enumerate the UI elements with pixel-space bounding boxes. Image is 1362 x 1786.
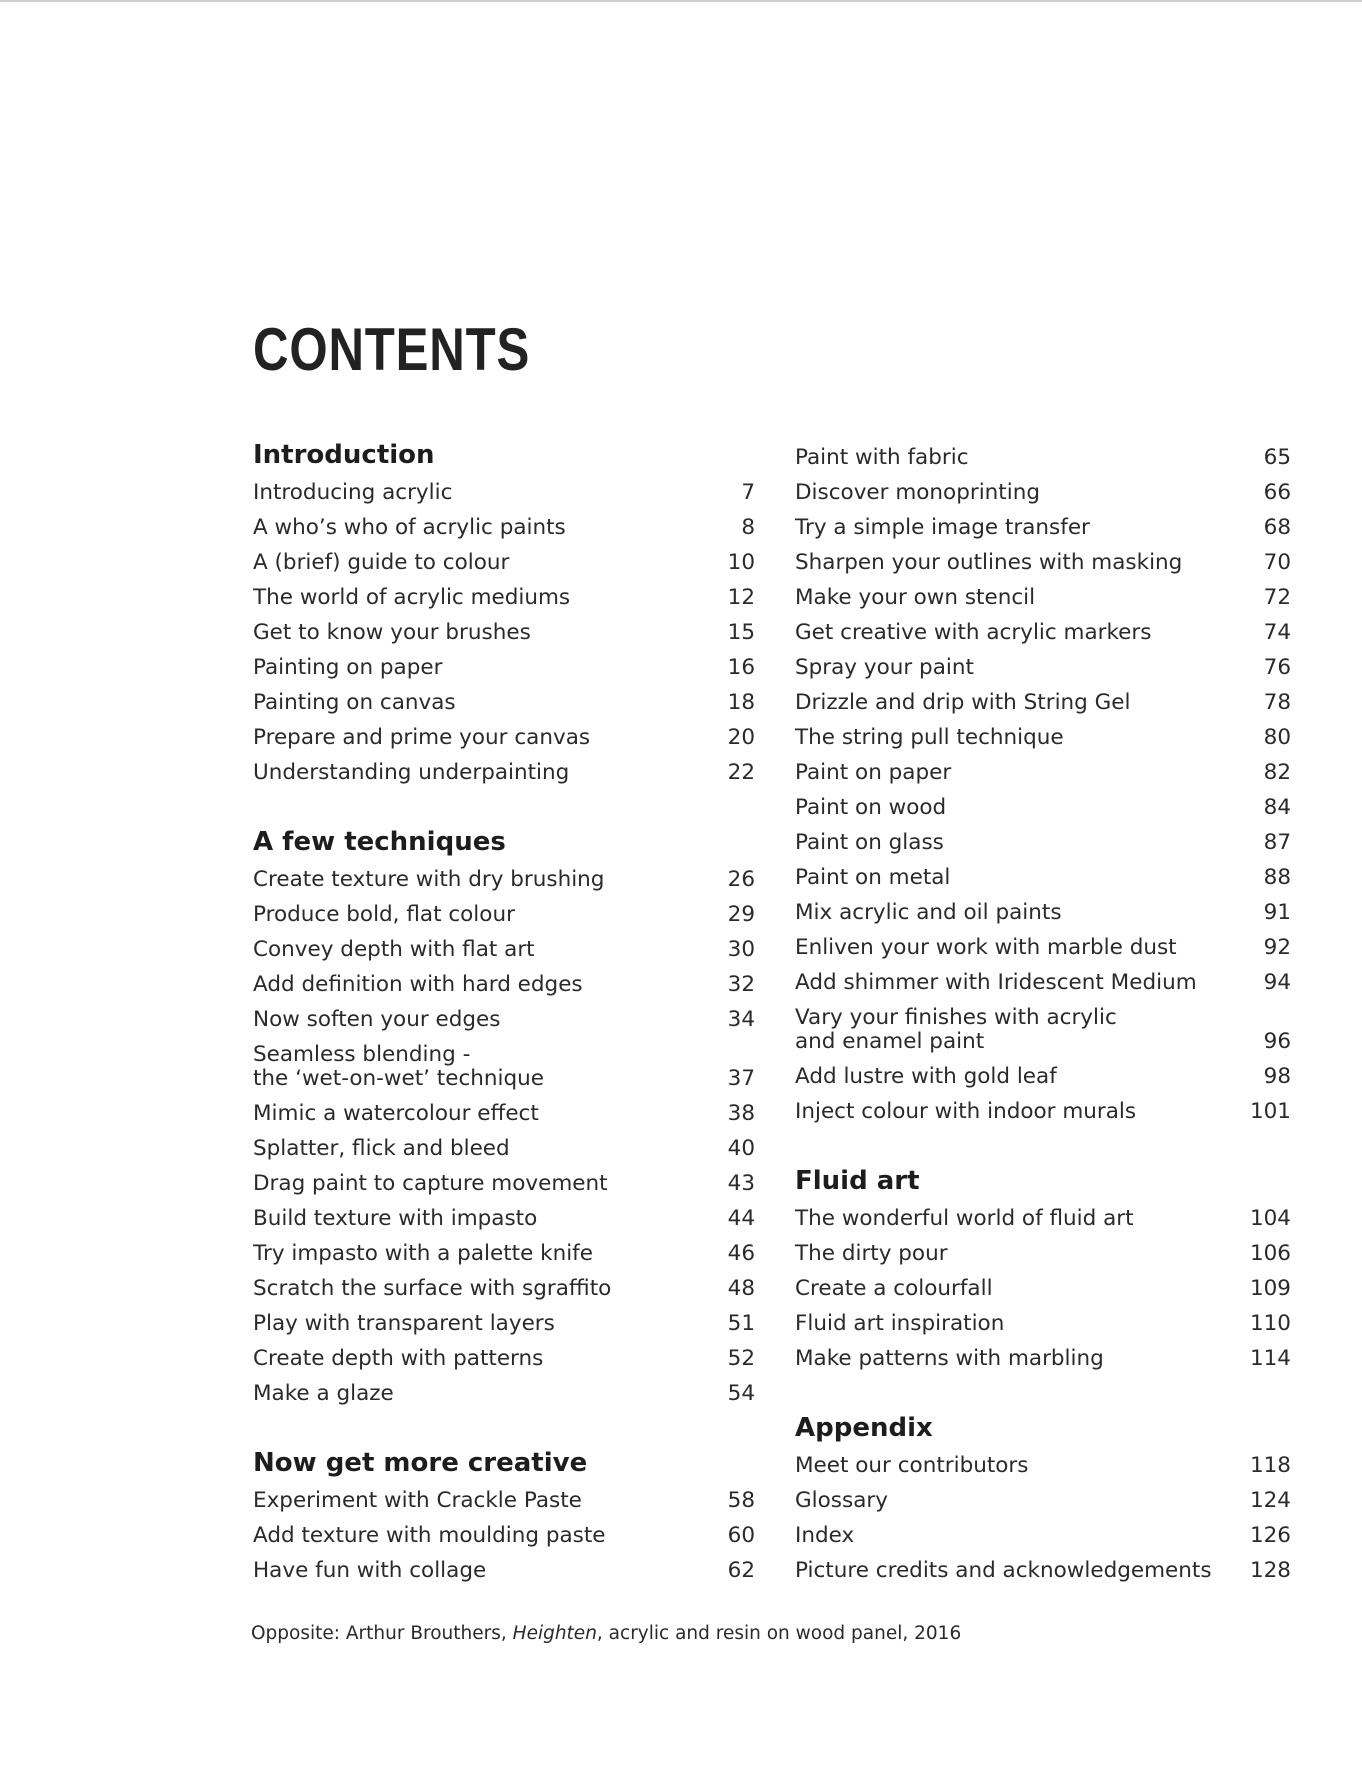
toc-entry <box>253 1269 755 1304</box>
section-heading-introduction: Introduction <box>253 440 435 470</box>
toc-entry <box>253 1234 755 1269</box>
toc-page-number: 34 <box>727 1007 755 1032</box>
toc-page-number: 82 <box>1263 760 1291 785</box>
toc-entry <box>253 543 755 578</box>
toc-entry-title: Inject colour with indoor murals <box>795 1099 1137 1124</box>
contents-column-left <box>253 438 755 1586</box>
toc-page-number: 114 <box>1249 1346 1291 1371</box>
toc-entry-title: Picture credits and acknowledgements <box>795 1558 1212 1583</box>
toc-entry <box>253 683 755 718</box>
toc-entry-title: The wonderful world of fluid art <box>795 1206 1134 1231</box>
toc-page-number: 98 <box>1263 1064 1291 1089</box>
toc-entry <box>795 823 1291 858</box>
toc-page-number: 128 <box>1249 1558 1291 1583</box>
toc-entry-title: Add lustre with gold leaf <box>795 1064 1057 1089</box>
toc-page-number: 91 <box>1263 900 1291 925</box>
toc-entry-title: Have fun with collage <box>253 1558 487 1583</box>
toc-entry-title: Discover monoprinting <box>795 480 1040 505</box>
toc-entry-title: Sharpen your outlines with masking <box>795 550 1183 575</box>
toc-entry <box>253 613 755 648</box>
toc-page-number: 15 <box>727 620 755 645</box>
toc-page-number: 124 <box>1249 1488 1291 1513</box>
toc-entry <box>253 648 755 683</box>
toc-page-number: 10 <box>727 550 755 575</box>
toc-entry-title: Experiment with Crackle Paste <box>253 1488 582 1513</box>
toc-entry-title: Paint on glass <box>795 830 944 855</box>
toc-entry-title: Create texture with dry brushing <box>253 867 605 892</box>
toc-entry <box>253 753 755 788</box>
toc-entry-title: Painting on canvas <box>253 690 456 715</box>
toc-page-number: 118 <box>1249 1453 1291 1478</box>
toc-entry-title: Produce bold, flat colour <box>253 902 515 927</box>
toc-page-number: 88 <box>1263 865 1291 890</box>
toc-page-number: 104 <box>1249 1206 1291 1231</box>
toc-entry-title: Scratch the surface with sgraffito <box>253 1276 612 1301</box>
toc-page-number: 80 <box>1263 725 1291 750</box>
toc-page-number: 51 <box>727 1311 755 1336</box>
toc-entry <box>253 930 755 965</box>
toc-entry <box>795 1234 1291 1269</box>
toc-page-number: 46 <box>727 1241 755 1266</box>
toc-page-number: 32 <box>727 972 755 997</box>
toc-entry <box>795 473 1291 508</box>
toc-entry <box>253 1374 755 1409</box>
caption-suffix: , acrylic and resin on wood panel, 2016 <box>596 1623 962 1644</box>
toc-page-number: 65 <box>1263 445 1291 470</box>
toc-page-number: 109 <box>1249 1276 1291 1301</box>
toc-page-number: 30 <box>727 937 755 962</box>
toc-entry-title: Try impasto with a palette knife <box>253 1241 593 1266</box>
section-heading-appendix: Appendix <box>795 1413 933 1443</box>
toc-entry-title: Introducing acrylic <box>253 480 453 505</box>
toc-page-number: 87 <box>1263 830 1291 855</box>
toc-page-number: 74 <box>1263 620 1291 645</box>
toc-page-number: 70 <box>1263 550 1291 575</box>
toc-entry <box>253 473 755 508</box>
toc-page-number: 12 <box>727 585 755 610</box>
page-title: CONTENTS <box>253 316 531 383</box>
toc-entry <box>795 1304 1291 1339</box>
toc-page-number: 68 <box>1263 515 1291 540</box>
toc-entry-title: Create depth with patterns <box>253 1346 544 1371</box>
toc-entry <box>795 858 1291 893</box>
toc-page-number: 26 <box>727 867 755 892</box>
toc-entry <box>253 1000 755 1035</box>
section-spacer <box>795 1374 1291 1411</box>
toc-entry <box>253 1094 755 1129</box>
toc-entry-title: Get creative with acrylic markers <box>795 620 1152 645</box>
section-heading-a-few-techniques: A few techniques <box>253 827 506 857</box>
toc-entry <box>253 1481 755 1516</box>
toc-entry-title: Now soften your edges <box>253 1007 501 1032</box>
toc-entry-title: Make your own stencil <box>795 585 1036 610</box>
toc-entry-title: Splatter, flick and bleed <box>253 1136 510 1161</box>
toc-entry <box>253 1304 755 1339</box>
toc-entry-title: Fluid art inspiration <box>795 1311 1005 1336</box>
toc-entry <box>795 1092 1291 1127</box>
toc-entry-title: Create a colourfall <box>795 1276 993 1301</box>
toc-entry-title: Prepare and prime your canvas <box>253 725 591 750</box>
toc-entry-title: Add definition with hard edges <box>253 972 583 997</box>
toc-entry <box>795 648 1291 683</box>
toc-page-number: 106 <box>1249 1241 1291 1266</box>
toc-page-number: 110 <box>1249 1311 1291 1336</box>
toc-page-number: 8 <box>741 515 755 540</box>
section-spacer <box>253 788 755 825</box>
image-caption <box>251 1622 961 1646</box>
caption-prefix: Opposite: Arthur Brouthers, <box>251 1623 513 1644</box>
toc-entry-title: Enliven your work with marble dust <box>795 935 1177 960</box>
toc-page-number: 94 <box>1263 970 1291 995</box>
toc-entry <box>795 963 1291 998</box>
toc-entry <box>795 1339 1291 1374</box>
toc-page-number: 7 <box>741 480 755 505</box>
toc-page-number: 40 <box>727 1136 755 1161</box>
toc-page-number: 18 <box>727 690 755 715</box>
section-heading-fluid-art: Fluid art <box>795 1166 920 1196</box>
toc-entry-title: Mix acrylic and oil paints <box>795 900 1062 925</box>
toc-entry-title: Glossary <box>795 1488 888 1513</box>
toc-entry-title: Drizzle and drip with String Gel <box>795 690 1131 715</box>
toc-page-number: 66 <box>1263 480 1291 505</box>
toc-page-number: 84 <box>1263 795 1291 820</box>
toc-entry <box>795 1446 1291 1481</box>
toc-page-number: 60 <box>727 1523 755 1548</box>
toc-entry <box>253 1199 755 1234</box>
toc-entry <box>253 1339 755 1374</box>
toc-page-number: 20 <box>727 725 755 750</box>
toc-page-number: 37 <box>727 1066 755 1091</box>
toc-page-number: 48 <box>727 1276 755 1301</box>
toc-page-number: 29 <box>727 902 755 927</box>
toc-page-number: 38 <box>727 1101 755 1126</box>
toc-page-number: 52 <box>727 1346 755 1371</box>
toc-entry-title: Try a simple image transfer <box>795 515 1090 540</box>
toc-entry <box>795 928 1291 963</box>
toc-entry <box>795 508 1291 543</box>
toc-entry <box>795 1516 1291 1551</box>
toc-entry-title: Paint with fabric <box>795 445 969 470</box>
toc-entry-title: Get to know your brushes <box>253 620 531 645</box>
toc-entry-title: Paint on paper <box>795 760 952 785</box>
toc-entry <box>795 718 1291 753</box>
toc-entry <box>253 1129 755 1164</box>
toc-page-number: 101 <box>1249 1099 1291 1124</box>
toc-entry <box>253 1164 755 1199</box>
toc-entry <box>795 1269 1291 1304</box>
caption-work-title: Heighten <box>512 1623 597 1644</box>
toc-entry <box>795 543 1291 578</box>
toc-page-number: 44 <box>727 1206 755 1231</box>
toc-entry-title: Add shimmer with Iridescent Medium <box>795 970 1197 995</box>
toc-entry <box>795 788 1291 823</box>
toc-entry-title: A (brief) guide to colour <box>253 550 510 575</box>
toc-entry <box>253 1516 755 1551</box>
toc-entry-title: Paint on wood <box>795 795 947 820</box>
toc-entry <box>253 895 755 930</box>
toc-entry-title: Index <box>795 1523 855 1548</box>
toc-entry-title: Seamless blending - the ‘wet-on-wet’ technique <box>253 1042 545 1091</box>
toc-entry-title: Build texture with impasto <box>253 1206 538 1231</box>
section-heading-now-get-more-creative: Now get more creative <box>253 1448 588 1478</box>
toc-entry <box>795 683 1291 718</box>
toc-entry-title: Drag paint to capture movement <box>253 1171 608 1196</box>
toc-entry <box>795 1199 1291 1234</box>
toc-entry-title: A who’s who of acrylic paints <box>253 515 566 540</box>
toc-entry <box>795 613 1291 648</box>
top-edge-rule <box>0 0 1362 2</box>
toc-entry-title: Meet our contributors <box>795 1453 1029 1478</box>
toc-page-number: 43 <box>727 1171 755 1196</box>
toc-entry-title: Add texture with moulding paste <box>253 1523 606 1548</box>
section-spacer <box>253 1409 755 1446</box>
toc-entry-title: Make a glaze <box>253 1381 394 1406</box>
toc-entry-title: Make patterns with marbling <box>795 1346 1104 1371</box>
toc-entry-title: Vary your finishes with acrylic and enamel paint <box>795 1005 1117 1054</box>
toc-page-number: 16 <box>727 655 755 680</box>
section-spacer <box>795 1127 1291 1164</box>
toc-entry <box>253 965 755 1000</box>
toc-page-number: 62 <box>727 1558 755 1583</box>
toc-entry <box>795 1481 1291 1516</box>
toc-entry-title: The string pull technique <box>795 725 1064 750</box>
toc-entry-title: Understanding underpainting <box>253 760 570 785</box>
toc-page-number: 76 <box>1263 655 1291 680</box>
toc-entry <box>795 998 1291 1057</box>
contents-column-right <box>795 438 1291 1586</box>
toc-entry-title: The world of acrylic mediums <box>253 585 571 610</box>
toc-entry <box>253 578 755 613</box>
toc-entry <box>795 1551 1291 1586</box>
toc-entry <box>253 508 755 543</box>
toc-page-number: 58 <box>727 1488 755 1513</box>
toc-entry <box>795 893 1291 928</box>
toc-entry-title: Painting on paper <box>253 655 443 680</box>
toc-entry-title: Paint on metal <box>795 865 951 890</box>
toc-page-number: 92 <box>1263 935 1291 960</box>
toc-entry <box>253 1551 755 1586</box>
toc-entry <box>253 860 755 895</box>
toc-entry-title: Mimic a watercolour effect <box>253 1101 539 1126</box>
toc-page-number: 96 <box>1263 1029 1291 1054</box>
toc-entry-title: Play with transparent layers <box>253 1311 555 1336</box>
toc-entry <box>795 438 1291 473</box>
toc-entry <box>795 1057 1291 1092</box>
toc-page-number: 126 <box>1249 1523 1291 1548</box>
toc-entry <box>795 578 1291 613</box>
toc-entry-title: The dirty pour <box>795 1241 948 1266</box>
toc-page-number: 72 <box>1263 585 1291 610</box>
toc-entry <box>253 718 755 753</box>
toc-page-number: 54 <box>727 1381 755 1406</box>
toc-entry-title: Convey depth with flat art <box>253 937 535 962</box>
toc-entry <box>795 753 1291 788</box>
toc-page-number: 78 <box>1263 690 1291 715</box>
toc-entry <box>253 1035 755 1094</box>
toc-entry-title: Spray your paint <box>795 655 974 680</box>
toc-page-number: 22 <box>727 760 755 785</box>
